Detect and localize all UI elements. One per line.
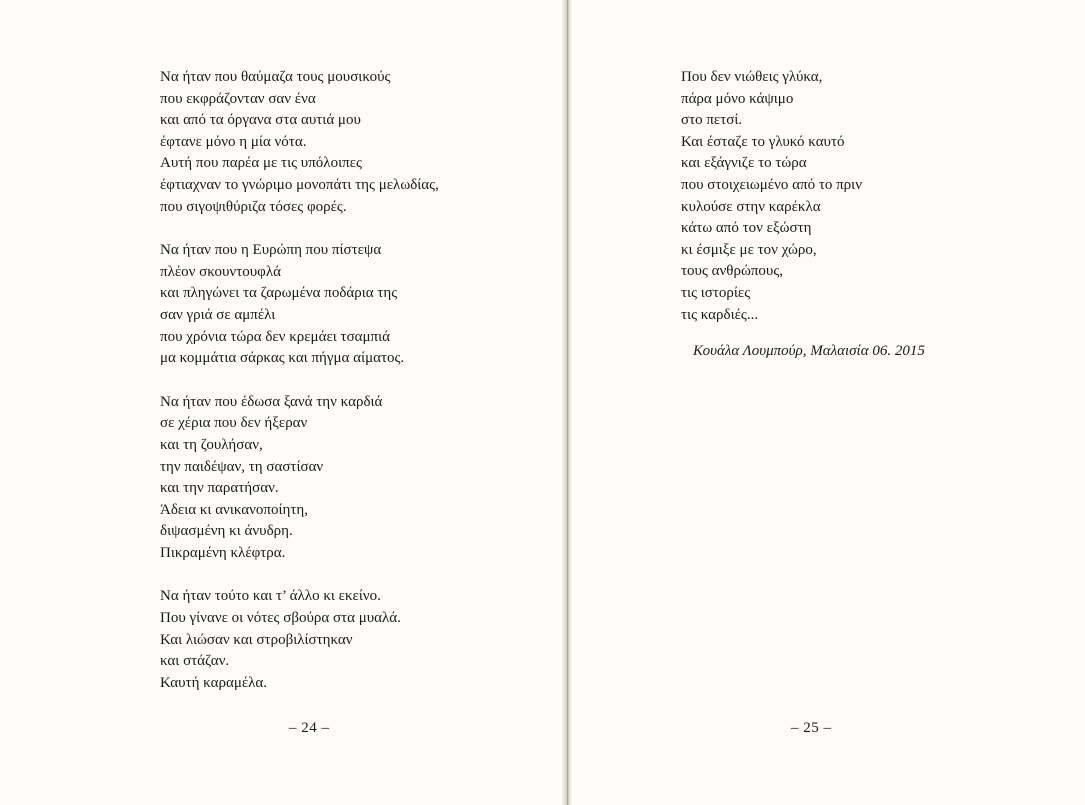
poem-line: που σιγοψιθύριζα τόσες φορές. [160,198,347,215]
poem-line: κάτω από τον εξώστη [681,220,812,237]
poem-line: Και έσταζε το γλυκό καυτό [681,133,845,150]
poem-line: που εκφράζονταν σαν ένα [160,90,316,107]
stanza-3 [160,392,439,565]
poem-line: στο πετσί. [681,112,743,129]
poem-line: διψασμένη κι άνυδρη. [160,523,293,540]
page-number-right: – 25 – [791,720,832,736]
poem-line: και πληγώνει τα ζαρωμένα ποδάρια της [160,285,398,302]
poem-line: την παιδέψαν, τη σαστίσαν [160,458,324,475]
poem-line: Να ήταν που έδωσα ξανά την καρδιά [160,393,383,410]
poem-line: τους ανθρώπους, [681,263,784,280]
poem-line: πάρα μόνο κάψιμο [681,90,794,107]
poem-line: έφτιαχναν το γνώριμο μονοπάτι της μελωδίας, [160,176,439,193]
poem-line: Να ήταν τούτο και τ’ άλλο κι εκείνο. [160,588,381,605]
poem-line: και την παρατήσαν. [160,480,279,497]
poem-line: Αυτή που παρέα με τις υπόλοιπες [160,155,362,172]
poem-line: Που δεν νιώθεις γλύκα, [681,69,823,85]
poem-line: Να ήταν που θαύμαζα τους μουσικούς [160,69,391,85]
poem-line: Καυτή καραμέλα. [160,674,268,691]
poem-line: και από τα όργανα στα αυτιά μου [160,112,361,129]
poem-line: σαν γριά σε αμπέλι [160,306,276,323]
place-date-signature: Κουάλα Λουμπούρ, Μαλαισία 06. 2015 [693,343,925,360]
poem-line: τις ιστορίες [681,284,751,301]
poem-line: μα κομμάτια σάρκας και πήγμα αίματος. [160,350,405,367]
poem-line: Να ήταν που η Ευρώπη που πίστεψα [160,242,382,259]
stanza-1 [160,67,439,218]
right-poem [681,67,925,363]
poem-line: σε χέρια που δεν ήξεραν [160,415,308,432]
poem-line: Και λιώσαν και στροβιλίστηκαν [160,631,353,648]
stanza-2 [160,240,439,370]
poem-line: και εξάγνιζε το τώρα [681,155,807,172]
poem-line: και τη ζουλήσαν, [160,436,263,453]
poem-line: Πικραμένη κλέφτρα. [160,544,286,561]
poem-line: έφτανε μόνο η μία νότα. [160,133,307,150]
page-number-left: – 24 – [289,720,330,736]
poem-line: κυλούσε στην καρέκλα [681,198,821,215]
poem-line: που χρόνια τώρα δεν κρεμάει τσαμπιά [160,328,391,345]
poem-line: κι έσμιξε με τον χώρο, [681,241,817,258]
right-page [566,0,1085,805]
poem-line: Που γίνανε οι νότες σβούρα στα μυαλά. [160,610,401,627]
stanza-4 [160,586,439,694]
poem-line: και στάζαν. [160,653,230,670]
poem-line: πλέον σκουντουφλά [160,263,281,280]
left-poem [160,67,439,716]
poem-line: Άδεια κι ανικανοποίητη, [160,501,309,518]
poem-line: τις καρδιές... [681,306,759,323]
poem-line: που στοιχειωμένο από το πριν [681,176,862,193]
